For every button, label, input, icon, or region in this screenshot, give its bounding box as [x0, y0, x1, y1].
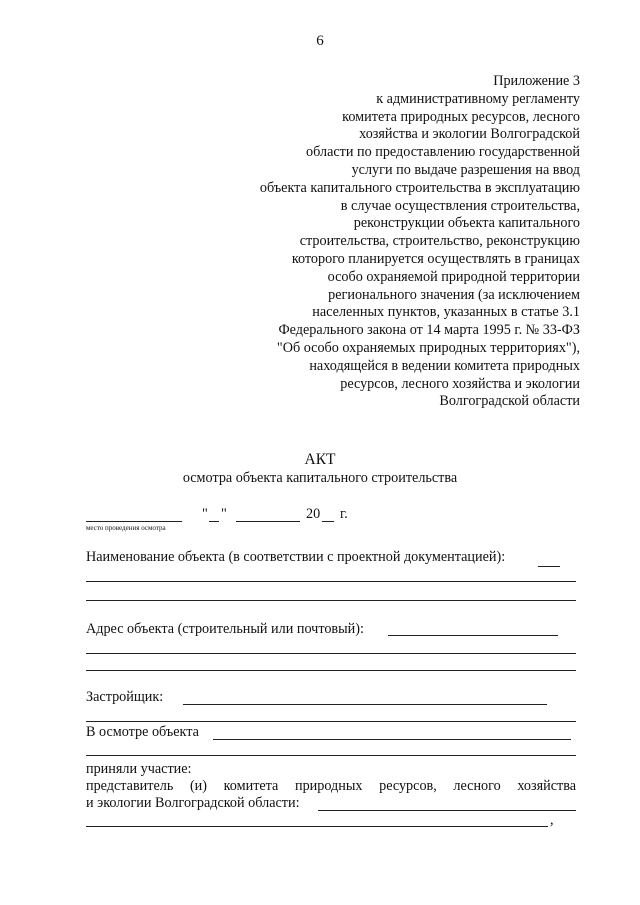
appendix-header — [180, 73, 580, 411]
appendix-line: которого планируется осуществлять в границах — [291, 250, 580, 267]
object-address-line-2[interactable] — [86, 670, 576, 671]
object-name-label: Наименование объекта (в соответствии с проектной документацией): — [86, 549, 506, 565]
appendix-line: Приложение 3 — [493, 73, 580, 89]
appendix-line: хозяйства и экологии Волгоградской — [359, 126, 580, 143]
inspection-blank-line[interactable] — [213, 739, 571, 740]
object-name-line-1[interactable] — [86, 581, 576, 582]
appendix-line: особо охраняемой природной территории — [327, 268, 580, 285]
day-blank-line[interactable] — [209, 521, 219, 522]
appendix-line: строительства, строительство, реконструкцию — [299, 233, 580, 250]
object-address-label: Адрес объекта (строительный или почтовый): — [86, 621, 364, 637]
trailing-comma: , — [550, 812, 554, 828]
year-blank-line[interactable] — [322, 521, 334, 522]
page-number: 6 — [316, 33, 324, 49]
appendix-line: ресурсов, лесного хозяйства и экологии — [340, 375, 580, 392]
participants-label: приняли участие: — [86, 761, 192, 777]
appendix-line: объекта капитального строительства в эксплуатацию — [259, 179, 580, 196]
appendix-line: комитета природных ресурсов, лесного — [342, 108, 580, 125]
representative-line-1[interactable] — [86, 826, 548, 827]
appendix-line: находящейся в ведении комитета природных — [309, 357, 580, 374]
object-address-line-1[interactable] — [86, 653, 576, 654]
appendix-line: реконструкции объекта капитального — [353, 215, 580, 232]
appendix-line: населенных пунктов, указанных в статье 3.1 — [312, 304, 580, 321]
appendix-line: в случае осуществления строительства, — [340, 197, 580, 214]
document-subtitle: осмотра объекта капитального строительства — [182, 470, 458, 486]
object-name-blank-line[interactable] — [538, 566, 560, 567]
year-suffix: г. — [340, 506, 348, 522]
appendix-line: Федерального закона от 14 марта 1995 г. № 33-ФЗ — [278, 322, 580, 339]
month-blank-line[interactable] — [236, 521, 300, 522]
developer-label: Застройщик: — [86, 689, 164, 705]
year-prefix: 20 — [306, 506, 321, 522]
place-blank-line[interactable] — [86, 521, 182, 522]
representative-text: представитель (и) комитета природных ресурсов, лесного хозяйства — [86, 778, 576, 794]
appendix-line: "Об особо охраняемых природных территориях"), — [276, 339, 580, 356]
appendix-line: к административному регламенту — [376, 90, 580, 107]
object-address-blank-line[interactable] — [388, 635, 558, 636]
appendix-line: области по предоставлению государственной — [306, 144, 580, 161]
developer-line-1[interactable] — [86, 721, 576, 722]
quote-open: " — [202, 506, 208, 522]
object-name-line-2[interactable] — [86, 600, 576, 601]
inspection-label: В осмотре объекта — [86, 724, 199, 740]
appendix-line: услуги по выдаче разрешения на ввод — [351, 161, 580, 178]
appendix-line: Волгоградской области — [439, 393, 580, 410]
document-title: АКТ — [304, 451, 336, 468]
appendix-line: регионального значения (за исключением — [328, 286, 580, 303]
representative-blank-line[interactable] — [318, 810, 576, 811]
place-caption: место проведения осмотра — [86, 524, 166, 532]
inspection-line-1[interactable] — [86, 755, 576, 756]
representative-text-cont: и экологии Волгоградской области: — [86, 795, 300, 811]
developer-blank-line[interactable] — [183, 704, 547, 705]
quote-close: " — [221, 506, 227, 522]
